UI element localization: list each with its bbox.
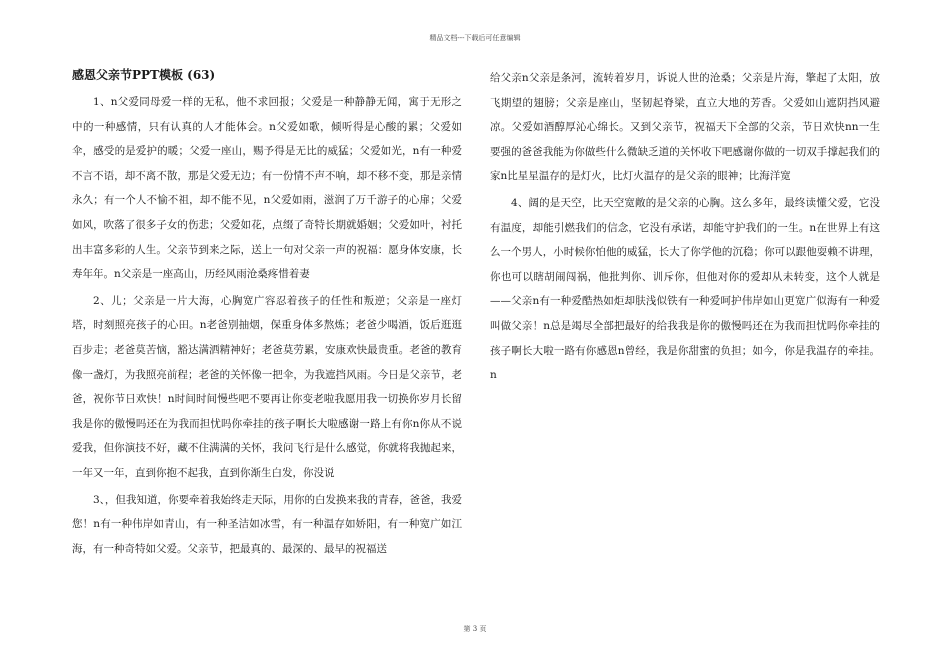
paragraph-4: 4、阔的是天空，比天空宽敞的是父亲的心胸。这么多年，最终读懂父爱，它没有温度，却能引燃我们的信念，它没有承诺，却能守护我们的一生。n在世界上有这么一个男人，小时候你怕他的威猛，长大了你学他的沉稳；你可以跟他耍赖不讲理，你也可以瞎胡闹闯祸，他批判你、训斥你，但他对你的爱却从未转变，这个人就是——父亲n有一种爱酷热如炬却肤浅似铁有一种爱呵护伟岸如山更宽广似海有一种爱叫做父亲！n总是竭尽全部把最好的给我我是你的傲慢吗还在为我而担忧吗你牵挂的孩子啊长大啦一路有你感恩n曾经，我是你甜蜜的负担；如今，你是我温存的牵挂。n — [490, 196, 880, 382]
left-column — [72, 66, 462, 563]
page-header: 精品文档---下载后可任意编辑 — [429, 34, 521, 42]
paragraph-3: 3、，但我知道，你要牵着我始终走天际，用你的白发换来我的青春，爸爸，我爱您！n有一种伟岸如青山，有一种圣洁如冰雪，有一种温存如娇阳，有一种宽广如江海，有一种奇特如父爱。父亲节，把最真的、最深的、最早的祝福送 — [72, 493, 462, 555]
paragraph-2: 2、儿；父亲是一片大海，心胸宽广容忍着孩子的任性和叛逆；父亲是一座灯塔，时刻照亮孩子的心田。n老爸别抽烟，保重身体多熬炼；老爸少喝酒，饭后逛逛百步走；老爸莫苦恼，豁达满洒精神好；老爸莫劳累，安康欢快最贵重。老爸的教育像一盏灯，为我照亮前程；老爸的关怀像一把伞，为我遮挡风雨。今日是父亲节，老爸，祝你节日欢快！n时间时间慢些吧不要再让你变老啦我愿用我一切换你岁月长留我是你的傲慢吗还在为我而担忧吗你牵挂的孩子啊长大啦感谢一路上有你n你从不说爱我，但你演技不好，藏不住满满的关怀，我问飞行是什么感觉，你就将我抛起来，一年又一年，直到你抱不起我，直到你渐生白发，你没说 — [72, 294, 462, 479]
page-number: 第 3 页 — [463, 625, 487, 633]
right-column — [490, 66, 880, 390]
paragraph-3-continued: 给父亲n父亲是条河，流转着岁月，诉说人世的沧桑；父亲是片海，擎起了太阳，放飞期望的翅膀；父亲是座山，坚韧起脊梁，直立大地的芳香。父爱如山遮阴挡风避凉。父爱如酒醇厚沁心绵长。又到父亲节，祝福天下全部的父亲，节日欢快nn一生要强的爸爸我能为你做些什么微缺乏道的关怀收下吧感谢你做的一切双手撑起我们的家n比星星温存的是灯火，比灯火温存的是父亲的眼神；比海洋宽 — [490, 72, 880, 183]
document-title: 感恩父亲节PPT模板 (63) — [72, 68, 216, 82]
paragraph-1: 1、n父爱同母爱一样的无私，他不求回报；父爱是一种静静无闻，寓于无形之中的一种感情，只有认真的人才能体会。n父爱如歌，倾听得是心酸的累；父爱如伞，感受的是爱护的暖；父爱一座山，赐予得是无比的威猛；父爱如光，n有一种爱不言不语，却不离不散，那是父爱无边；有一份情不声不响，却不移不变，那是亲情永久；有一个人不愉不祖，却不能不见，n父爱如雨，滋润了万千游子的心扉；父爱如风，吹落了很多子女的伤悲；父爱如花，点缀了奇特长期就婚姻；父爱如叶，衬托出丰富多彩的人生。父亲节到来之际，送上一句对父亲一声的祝福：愿身体安康，长寿年年。n父亲是一座高山，历经风雨沧桑疼惜着妻 — [72, 96, 462, 281]
